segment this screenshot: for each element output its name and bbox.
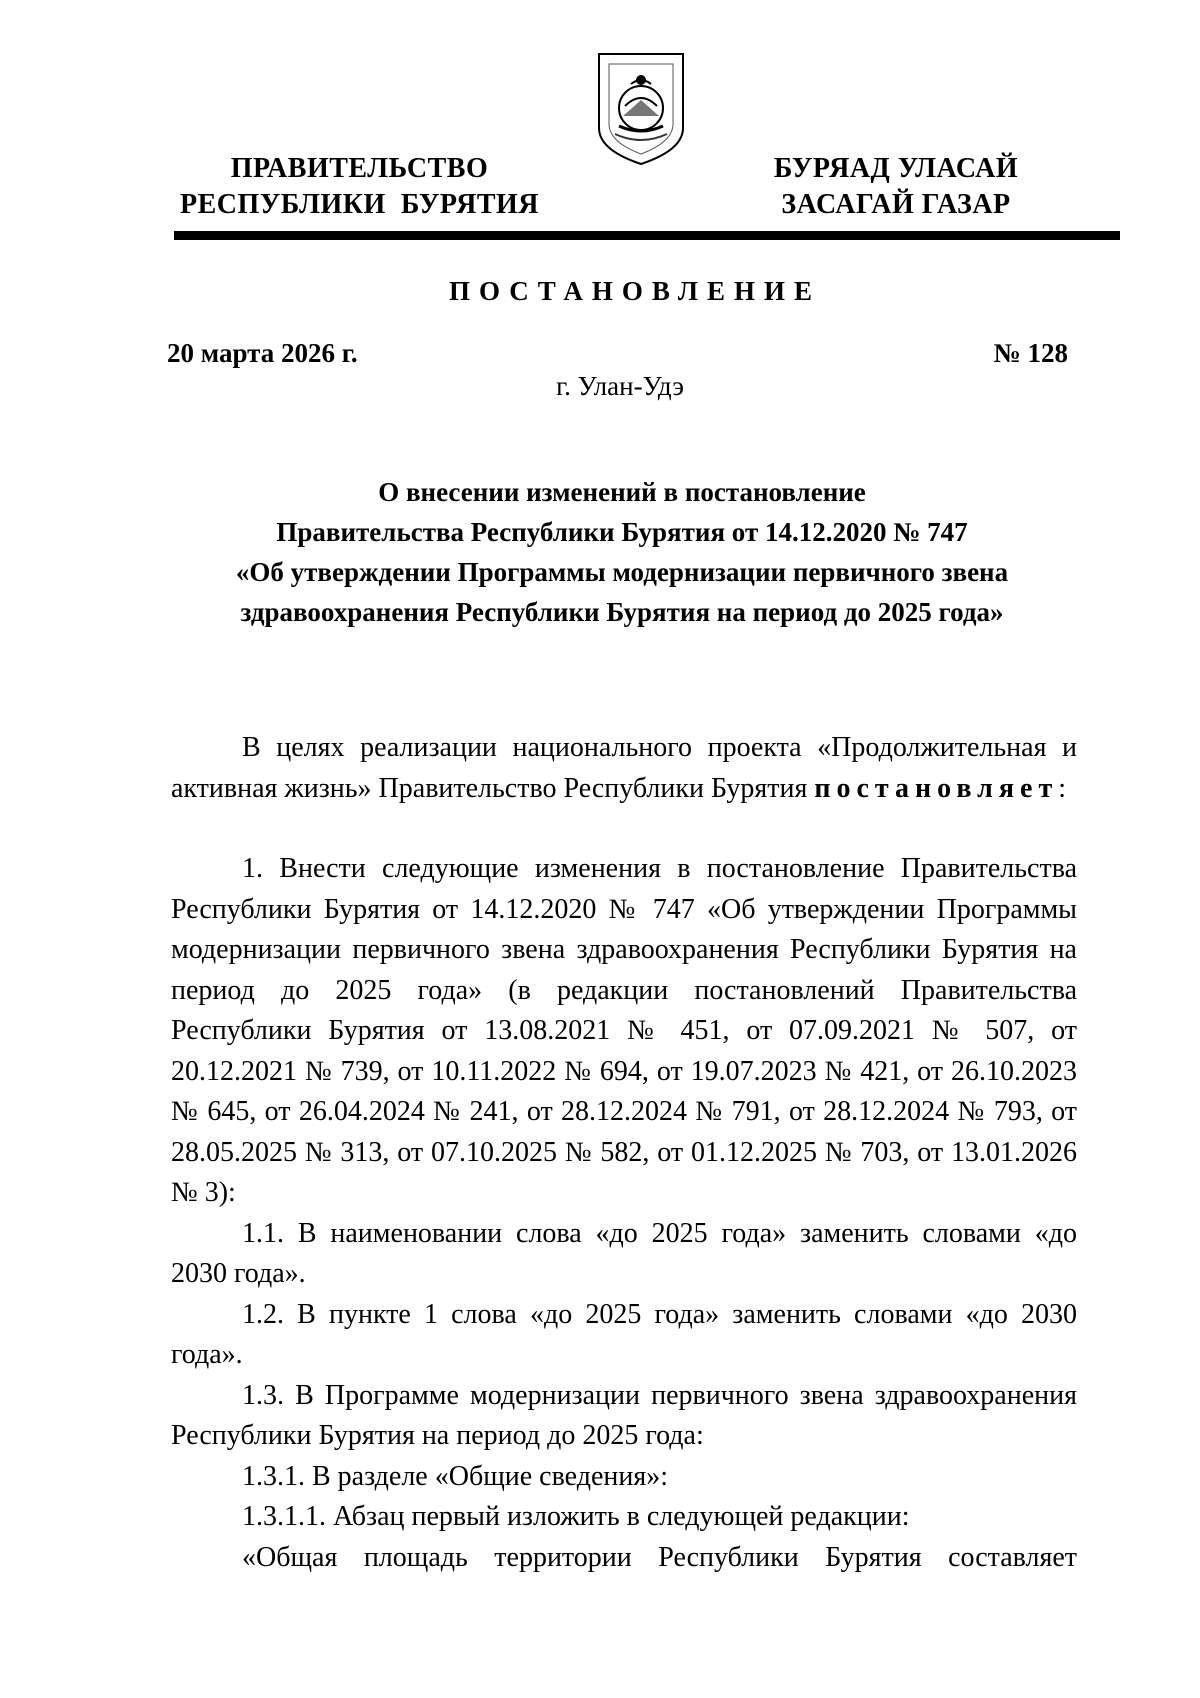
document-number: № 128 — [993, 338, 1068, 368]
header-divider — [174, 231, 1120, 240]
header-right-line1: БУРЯАД УЛАСАЙ — [773, 153, 1019, 184]
document-body — [171, 728, 1077, 1578]
preamble-paragraph: В целях реализации национального проекта «Продолжительная и активная жизнь» Правительство Республики Бурятия постановляет: — [171, 732, 1077, 804]
header-left-line1: ПРАВИТЕЛЬСТВО — [230, 153, 489, 184]
header-left-line2: РЕСПУБЛИКИ БУРЯТИЯ — [179, 189, 540, 220]
header-right-line2: ЗАСАГАЙ ГАЗАР — [781, 189, 1011, 220]
preamble-text: В целях реализации национального проекта «Продолжительная и активная жизнь» Правительство Республики Бурятия — [171, 732, 1077, 804]
document-date: 20 марта 2026 г. — [167, 338, 358, 368]
paragraph-1: 1. Внести следующие изменения в постановление Правительства Республики Бурятия от 14.12.2020 № 747 «Об утверждении Программы модернизации первичного звена здравоохранения Республики Бурятия на период до 2025 года» (в редакции постановлений Правительства Республики Бурятия от 13.08.2021 № 451, от 07.09.2021 № 507, от 20.12.2021 № 739, от 10.11.2022 № 694, от 19.07.2023 № 421, от 26.10.2023 № 645, от 26.04.2024 № 241, от 28.12.2024 № 791, от 28.12.2024 № 793, от 28.05.2025 № 313, от 07.10.2025 № 582, от 01.12.2025 № 703, от 13.01.2026 № 3): — [171, 853, 1077, 1208]
paragraph-1-2: 1.2. В пункте 1 слова «до 2025 года» заменить словами «до 2030 года». — [171, 1298, 1077, 1370]
subject-line-2: Правительства Республики Бурятия от 14.12.2020 № 747 — [276, 517, 968, 547]
document-type-title: ПОСТАНОВЛЕНИЕ — [448, 276, 822, 306]
paragraph-1-1: 1.1. В наименовании слова «до 2025 года» заменить словами «до 2030 года». — [171, 1217, 1077, 1289]
paragraph-1-3-1-1: 1.3.1.1. Абзац первый изложить в следующей редакции: — [242, 1501, 910, 1532]
paragraph-1-3-1: 1.3.1. В разделе «Общие сведения»: — [242, 1460, 669, 1492]
subject-line-3: «Об утверждении Программы модернизации первичного звена — [235, 557, 1009, 587]
document-subject — [167, 472, 1077, 632]
decree-word: постановляет — [814, 772, 1059, 804]
quote-start: «Общая площадь территории Республики Бурятия составляет — [242, 1541, 1077, 1573]
subject-line-1: О внесении изменений в постановление — [378, 477, 866, 507]
document-place: г. Улан-Удэ — [556, 371, 684, 401]
coat-of-arms-emblem — [595, 50, 687, 168]
subject-line-4: здравоохранения Республики Бурятия на период до 2025 года» — [240, 597, 1004, 627]
paragraph-1-3: 1.3. В Программе модернизации первичного звена здравоохранения Республики Бурятия на период до 2025 года: — [171, 1379, 1077, 1451]
